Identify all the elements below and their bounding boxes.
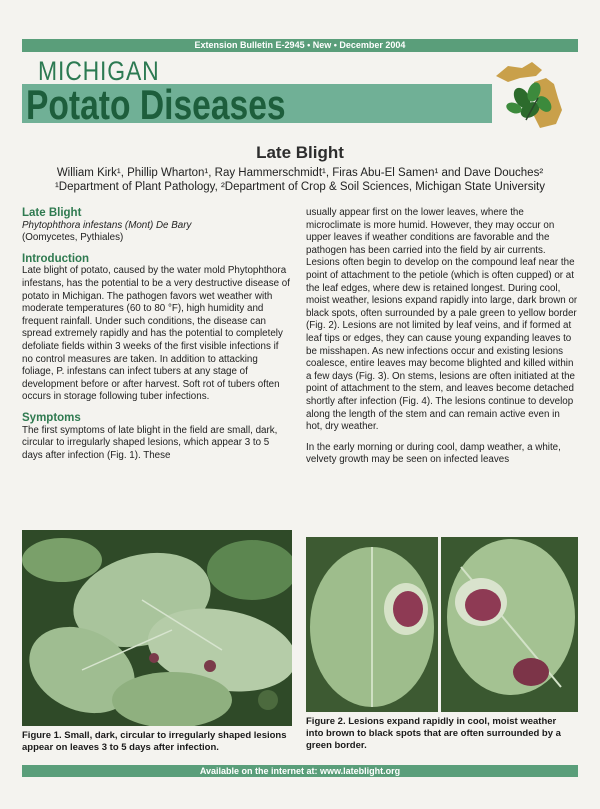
intro-paragraph: Late blight of potato, caused by the water mold Phytophthora infestans, has the potential to be a very destructive disease of potato in Michigan. The pathogen favors wet weather with moderate temperatures (60 to 80 °F), high humidity and frequent rainfall. Under such conditions, the disease can spread extremely rapidly and has the potential to completely defoliate fields within 3 weeks of the first visible infections if no control measures are taken. In addition to attacking foliage, P. infestans can infect tubers at any stage of development before or after harvest. Soft rot of tubers often occurs in storage following tuber infections. [22,265,290,403]
michigan-map-logo [490,54,574,138]
affiliations: ¹Department of Plant Pathology, ²Department of Crop & Soil Sciences, Michigan State University [54,181,546,193]
bulletin-bar [22,39,578,52]
masthead-title: Potato Diseases [26,81,286,128]
figure-2-caption: Figure 2. Lesions expand rapidly in cool, moist weather into brown to black spots that are often surrounded by a green border. [306,716,561,751]
bulletin-text: Extension Bulletin E-2945 • New • December 2004 [194,40,406,50]
left-column [22,207,292,462]
figure-2-photo-left [306,537,438,712]
heading-late-blight: Late Blight [22,207,82,219]
body-paragraph-1: usually appear first on the lower leaves, where the microclimate is more humid. However, they may occur on upper leaves if weather conditions are favorable and the pathogen has been carried into the field by air currents. Lesions often begin to develop on the compound leaf near the point of attachment to the petiole (which is often cupped) or at the leaf edges, where dew is retained longest. During cool, moist weather, lesions expand rapidly into large, dark brown or black spots, often surrounded by a pale green to yellow border (Fig. 2). Lesions are not limited by leaf veins, and if formed at leaf tips or edges, they can cause young expanding leaves to be misshapen. As new infections occur and existing lesions coalesce, entire leaves may become blighted and killed within a few days (Fig. 3). On stems, lesions are often initiated at the point of attachment to the stem, and leaves become detached shortly after infection (Fig. 4). The lesions continue to develop along the length of the stem and can remain active even in hot, dry weather. [306,207,578,433]
body-paragraph-2: In the early morning or during cool, damp weather, a white, velvety growth may be seen on infected leaves [306,441,561,466]
footer-link[interactable]: Available on the internet at: www.lateblight.org [199,766,401,776]
right-column [306,207,578,467]
article-title: Late Blight [256,143,344,162]
masthead-michigan: MICHIGAN [38,56,160,86]
symptoms-paragraph: The first symptoms of late blight in the field are small, dark, circular to irregularly shaped lesions, which appear 3 to 5 days after infection (Fig. 1). These [22,424,278,461]
footer-bar [22,765,578,777]
figure-1-caption: Figure 1. Small, dark, circular to irregularly shaped lesions appear on leaves 3 to 5 days after infection. [22,730,287,753]
taxon-line-2: (Oomycetes, Pythiales) [22,232,124,244]
figure-1-photo [22,530,292,726]
figure-2-photo-right [441,537,578,712]
author-list: William Kirk¹, Phillip Wharton¹, Ray Hammerschmidt¹, Firas Abu-El Samen¹ and Dave Douches² [56,167,544,179]
taxon-line-1: Phytophthora infestans (Mont) De Bary [22,219,192,231]
heading-introduction: Introduction [22,252,90,265]
heading-symptoms: Symptoms [22,411,81,424]
